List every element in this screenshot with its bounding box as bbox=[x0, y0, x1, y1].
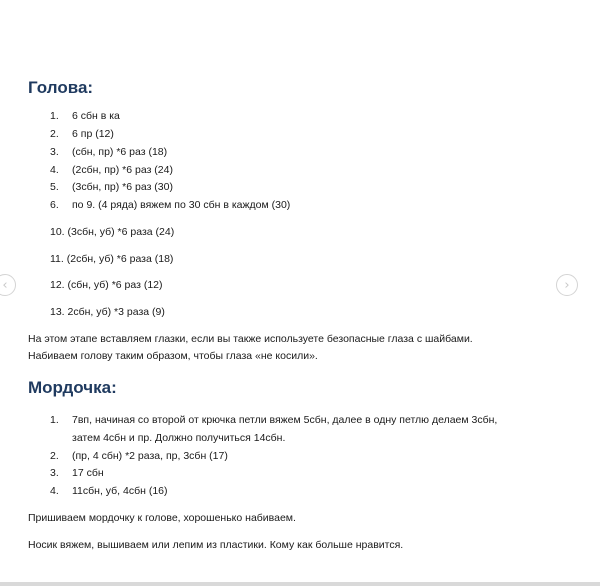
muzzle-note-sew: Пришиваем мордочку к голове, хорошенько набиваем. bbox=[28, 512, 296, 524]
list-item-text: 13. 2сбн, уб) *3 раза (9) bbox=[50, 306, 165, 318]
list-item-text: (сбн, пр) *6 раз (18) bbox=[72, 146, 168, 158]
list-item-text: 10. (3сбн, уб) *6 раза (24) bbox=[50, 226, 175, 238]
list-item-text: 17 сбн bbox=[72, 467, 104, 479]
list-item-number: 2. bbox=[50, 128, 59, 140]
head-note-stuffing: Набиваем голову таким образом, чтобы глаза «не косили». bbox=[28, 350, 318, 362]
list-item-text: (2сбн, пр) *6 раз (24) bbox=[72, 164, 173, 176]
list-item-number: 3. bbox=[50, 146, 59, 158]
list-item-text: 11. (2сбн, уб) *6 раза (18) bbox=[50, 253, 174, 265]
chevron-left-icon: ‹ bbox=[2, 277, 8, 293]
list-item-number: 5. bbox=[50, 181, 59, 193]
list-item-text: по 9. (4 ряда) вяжем по 30 сбн в каждом (30) bbox=[72, 199, 291, 211]
muzzle-note-nose: Носик вяжем, вышиваем или лепим из пластики. Кому как больше нравится. bbox=[28, 539, 404, 551]
list-item-text: 11сбн, уб, 4сбн (16) bbox=[72, 485, 168, 497]
carousel-prev-button[interactable] bbox=[0, 274, 16, 296]
list-item-number: 3. bbox=[50, 467, 59, 479]
list-item-number: 4. bbox=[50, 164, 59, 176]
muzzle-section-title: Мордочка: bbox=[28, 378, 117, 397]
bottom-divider bbox=[0, 582, 600, 586]
list-item-number: 4. bbox=[50, 485, 59, 497]
list-item-text: (пр, 4 сбн) *2 раза, пр, 3сбн (17) bbox=[72, 450, 228, 462]
carousel-next-button[interactable] bbox=[556, 274, 578, 296]
list-item-text: (3сбн, пр) *6 раз (30) bbox=[72, 181, 173, 193]
list-item-text: 6 пр (12) bbox=[72, 128, 114, 140]
list-item-number: 1. bbox=[50, 110, 59, 122]
list-item-number: 2. bbox=[50, 450, 59, 462]
list-item-text: 7вп, начиная со второй от крючка петли вяжем 5сбн, далее в одну петлю делаем 3сбн, bbox=[72, 414, 498, 426]
head-section-title: Голова: bbox=[28, 78, 94, 97]
list-item-text: затем 4сбн и пр. Должно получиться 14сбн. bbox=[72, 432, 286, 444]
list-item-text: 12. (сбн, уб) *6 раз (12) bbox=[50, 279, 163, 291]
list-item-number: 1. bbox=[50, 414, 59, 426]
head-note-eyes: На этом этапе вставляем глазки, если вы также используете безопасные глаза с шайбами. bbox=[28, 333, 473, 345]
list-item-number: 6. bbox=[50, 199, 59, 211]
list-item-text: 6 сбн в ка bbox=[72, 110, 120, 122]
chevron-right-icon: › bbox=[564, 277, 570, 293]
